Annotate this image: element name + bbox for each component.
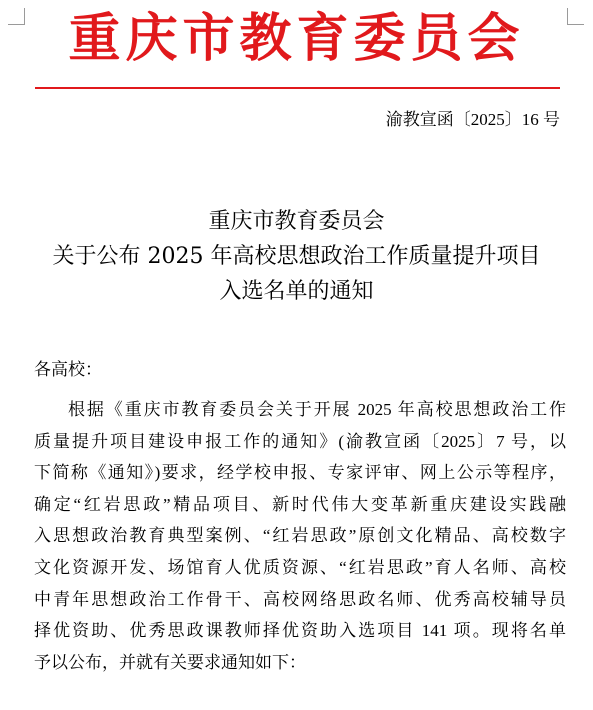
masthead-red-rule <box>35 87 560 89</box>
document-title <box>0 204 593 309</box>
document-number: 渝教宣函〔2025〕16 号 <box>385 110 560 129</box>
body-line: 确定“红岩思政”精品项目、新时代伟大变革新重庆建设实践融 <box>34 494 566 514</box>
body-line: 下简称《通知》)要求，经学校申报、专家评审、网上公示等程序， <box>34 463 566 483</box>
title-line: 重庆市教育委员会 <box>208 209 385 234</box>
body-line: 质量提升项目建设申报工作的通知》(渝教宣函〔2025〕7 号，以 <box>34 431 566 451</box>
title-line: 关于公布 2025 年高校思想政治工作质量提升项目 <box>52 244 541 269</box>
body-line: 予以公布，并就有关要求通知如下： <box>34 652 306 672</box>
body-paragraph <box>34 394 566 678</box>
masthead-org-name: 重庆市教育委员会 <box>68 8 525 69</box>
title-line: 入选名单的通知 <box>219 279 374 304</box>
body-line: 中青年思想政治工作骨干、高校网络思政名师、优秀高校辅导员 <box>34 589 566 609</box>
body-line: 根据《重庆市教育委员会关于开展 2025 年高校思想政治工作 <box>68 400 566 419</box>
salutation: 各高校： <box>34 360 102 379</box>
body-line: 文化资源开发、场馆育人优质资源、“红岩思政”育人名师、高校 <box>34 557 566 577</box>
body-line: 入思想政治教育典型案例、“红岩思政”原创文化精品、高校数字 <box>34 526 566 546</box>
body-line: 择优资助、优秀思政课教师择优资助入选项目 141 项。现将名单 <box>34 621 566 641</box>
